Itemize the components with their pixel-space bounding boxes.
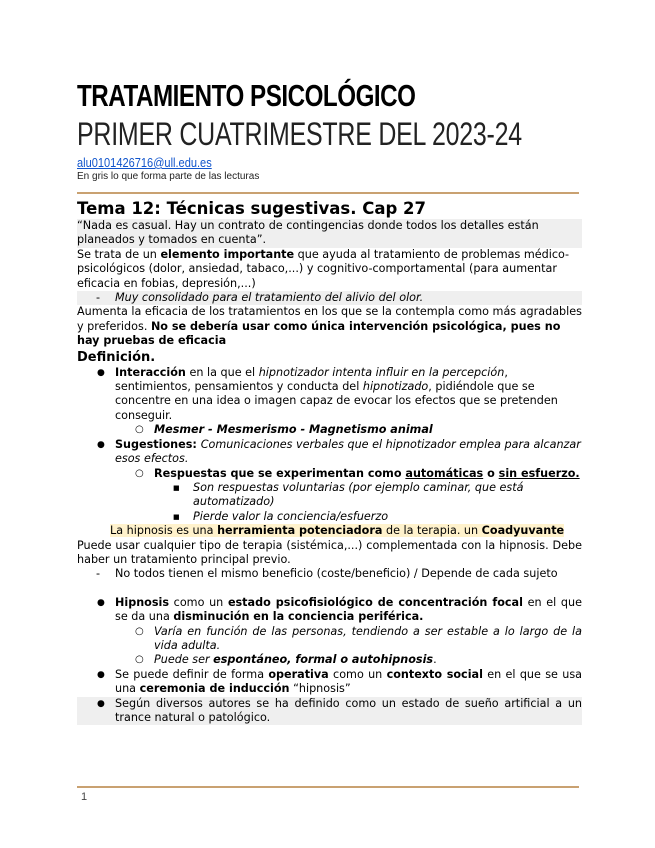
email-link[interactable]: alu0101426716@ull.edu.es <box>77 155 212 170</box>
main-content <box>77 199 582 725</box>
section-heading: Tema 12: Técnicas sugestivas. Cap 27 <box>77 199 426 218</box>
bullet-icon: ● <box>97 597 105 608</box>
definicion-list <box>77 366 582 524</box>
list-item: ● Interacción en la que el hipnotizador intenta influir en la percepción, sentimientos, pensamientos y conducta del hipnotizado, pidiéndole que se concentre en una idea o imagen capaz de evocar los efectos que se pretenden conseguir. <box>97 365 558 422</box>
list-item: - Muy consolidado para el tratamiento del alivio del olor. <box>77 291 582 305</box>
bullet-icon: ● <box>97 669 105 680</box>
bullet-icon: ● <box>97 439 105 450</box>
list-item: ○ Mesmer - Mesmerismo - Magnetismo animal <box>135 423 433 437</box>
circle-bullet-icon: ○ <box>135 467 144 479</box>
list-item: ○ Puede ser espontáneo, formal o autohipnosis. <box>135 653 437 667</box>
list-item: ■ Son respuestas voluntarias (por ejemplo caminar, que está automatizado) <box>173 480 524 509</box>
list-item: ● Hipnosis como un estado psicofisiológico de concentración focal en el que se da una disminución en la conciencia periférica. <box>97 595 582 624</box>
header-divider <box>77 192 579 194</box>
highlight-paragraph: La hipnosis es una herramienta potenciadora de la terapia. un Coadyuvante <box>110 524 565 538</box>
bullet-icon: ● <box>97 698 105 709</box>
bullet-icon: ● <box>97 367 105 378</box>
list-item: ■ Pierde valor la conciencia/esfuerzo <box>173 509 389 523</box>
square-bullet-icon: ■ <box>173 512 180 521</box>
list-item: ● Se puede definir de forma operativa como un contexto social en el que se usa una ceremonia de inducción “hipnosis” <box>97 667 583 696</box>
therapy-paragraph: Puede usar cualquier tipo de terapia (sistémica,...) complementada con la hipnosis. Debe haber un tratamiento principal previo. <box>77 538 582 566</box>
square-bullet-icon: ■ <box>173 483 180 492</box>
circle-bullet-icon: ○ <box>135 625 144 637</box>
list-item: ● Según diversos autores se ha definido como un estado de sueño artificial a un trance natural o patológico. <box>77 697 582 726</box>
list-item: ○ Respuestas que se experimentan como automáticas o sin esfuerzo. <box>135 466 580 480</box>
dash-list-2 <box>77 567 582 581</box>
document-subtitle: PRIMER CUATRIMESTRE DEL 2023-24 <box>77 116 522 152</box>
dash-list <box>77 291 582 305</box>
list-item: ● Sugestiones: Comunicaciones verbales que el hipnotizador emplea para alcanzar esos efectos. <box>97 437 581 466</box>
definicion-heading: Definición. <box>77 349 156 365</box>
circle-bullet-icon: ○ <box>135 654 144 666</box>
hipnosis-list <box>77 596 582 726</box>
document-title: TRATAMIENTO PSICOLÓGICO <box>77 78 416 113</box>
list-item: - No todos tienen el mismo beneficio (coste/beneficio) / Depende de cada sujeto <box>96 567 558 581</box>
footer-divider <box>77 786 579 788</box>
list-item: ○ Varía en función de las personas, tendiendo a ser estable a lo largo de la vida adulta. <box>135 624 582 652</box>
quote-paragraph: “Nada es casual. Hay un contrato de contingencias donde todos los detalles están planeados y tomados en cuenta”. <box>77 219 582 248</box>
page-number: 1 <box>81 791 88 803</box>
legend-note: En gris lo que forma parte de las lecturas <box>77 171 260 182</box>
efficacy-paragraph: Aumenta la eficacia de los tratamientos en los que se la contempla como más agradables y preferidos. No se debería usar como única intervención psicológica, pues no hay pruebas de eficacia <box>77 305 582 348</box>
intro-paragraph: Se trata de un elemento importante que ayuda al tratamiento de problemas médico-psicológicos (dolor, ansiedad, tabaco,...) y cognitivo-comportamental (para aumentar eficacia en fobias, depresión,...) <box>77 247 570 290</box>
circle-bullet-icon: ○ <box>135 424 144 436</box>
